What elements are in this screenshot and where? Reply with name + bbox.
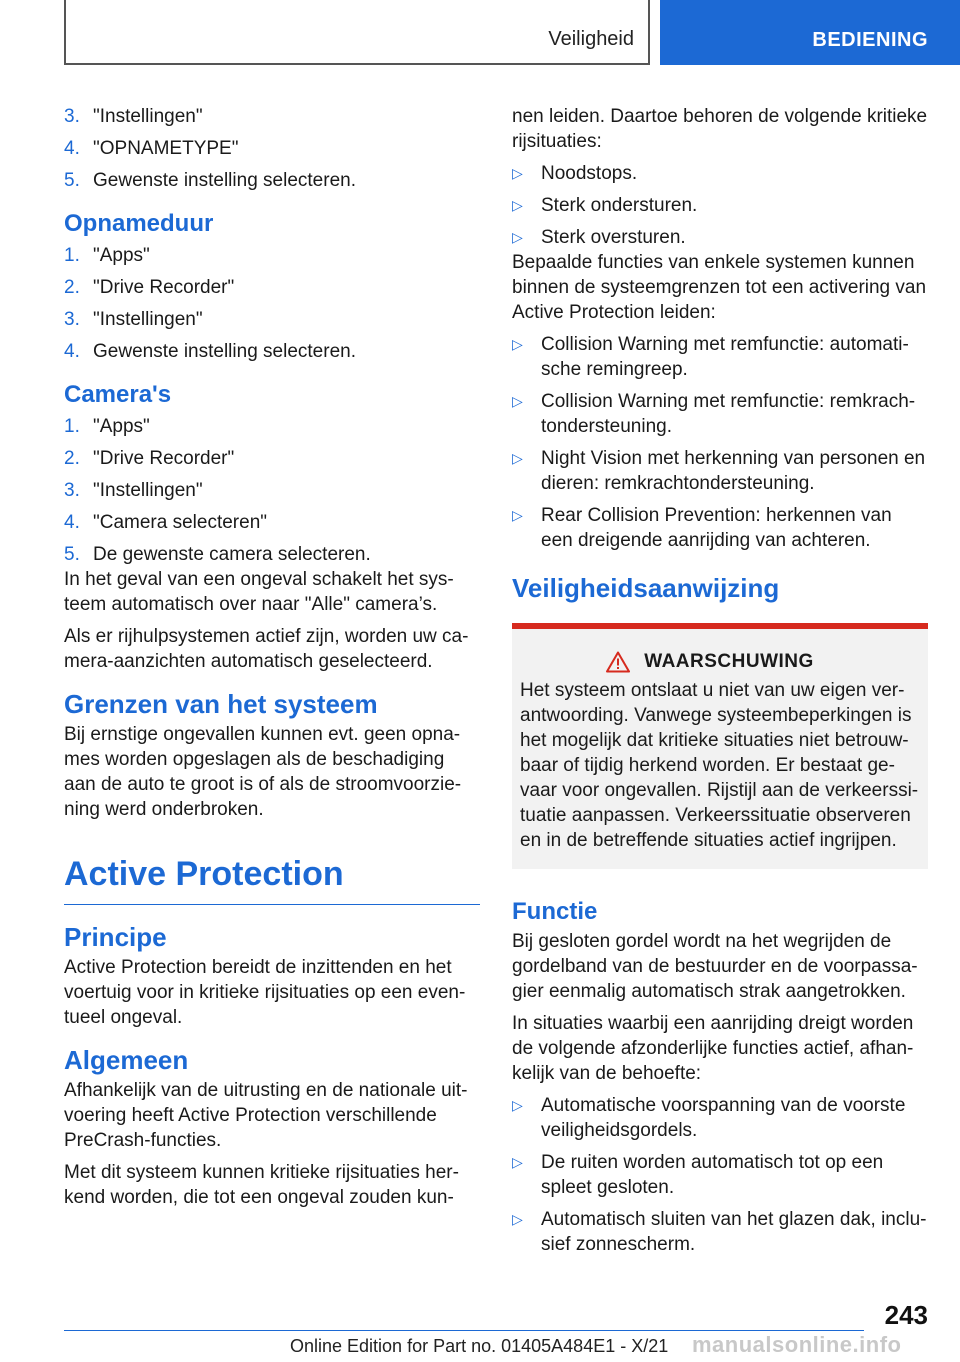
list-item: ▷ Automatische voorspanning van de voorste veiligheidsgordels. — [512, 1095, 906, 1141]
heading-active-protection: Active Protection — [64, 852, 480, 905]
list-item: ▷ Sterk ondersturen. — [512, 195, 698, 216]
measures-list — [512, 1093, 928, 1257]
steps-list-c — [64, 414, 480, 567]
paragraph-cameras-assist: Als er rijhulpsystemen actief zijn, worden uw ca-mera-aanzichten automatisch geselecteerd. — [64, 626, 469, 672]
paragraph-algemeen-2: Met dit systeem kunnen kritieke rijsituaties her-kend worden, die tot een ongeval zouden kun- — [64, 1162, 459, 1208]
triangle-bullet-icon: ▷ — [512, 507, 523, 523]
heading-veiligheidsaanwijzing: Veiligheidsaanwijzing — [512, 573, 780, 603]
steps-list-a — [64, 104, 480, 193]
warning-title: WAARSCHUWING — [644, 651, 814, 672]
left-column — [64, 104, 480, 1217]
heading-functie: Functie — [512, 898, 598, 925]
list-item: 3. "Instellingen" — [64, 106, 203, 127]
warning-text: Het systeem ontslaat u niet van uw eigen ver-antwoording. Vanwege systeembeperkingen is het mogelijk dat kritieke situaties niet betrouw-baar of tijdig herkend worden. Er bestaat ge-vaar voor ongevallen. Rijstijl aan de verkeerssi-tuatie aanpassen. Verkeerssituatie observeren en in de betreffende situaties actief ingrijpen. — [520, 680, 919, 851]
header-chapter-label: BEDIENING — [812, 29, 928, 51]
paragraph-algemeen-1: Afhankelijk van de uitrusting en de nationale uit-voering heeft Active Protection verschillende PreCrash-functies. — [64, 1080, 468, 1151]
triangle-bullet-icon: ▷ — [512, 229, 523, 245]
list-item: 1. "Apps" — [64, 416, 150, 437]
list-item: ▷ Collision Warning met remfunctie: remkrach-tondersteuning. — [512, 391, 916, 437]
header-section-tab — [64, 0, 650, 65]
page-number: 243 — [884, 1300, 928, 1330]
paragraph-cameras-accident: In het geval van een ongeval schakelt het sys-teem automatisch over naar "Alle" camera’s. — [64, 569, 454, 615]
footer-watermark: manualsonline.info — [692, 1332, 902, 1357]
list-item: ▷ Night Vision met herkenning van personen en dieren: remkrachtondersteuning. — [512, 448, 926, 494]
triangle-bullet-icon: ▷ — [512, 1211, 523, 1227]
list-item: 4. Gewenste instelling selecteren. — [64, 341, 356, 362]
warning-title-row — [520, 649, 920, 674]
header-section-label: Veiligheid — [548, 28, 634, 50]
list-item: 2. "Drive Recorder" — [64, 277, 235, 298]
list-item: ▷ Collision Warning met remfunctie: automati-sche remingreep. — [512, 334, 909, 380]
list-item: 3. "Instellingen" — [64, 309, 203, 330]
warning-triangle-icon — [606, 651, 630, 673]
list-item: 5. Gewenste instelling selecteren. — [64, 170, 356, 191]
warning-box — [512, 623, 928, 869]
triangle-bullet-icon: ▷ — [512, 1154, 523, 1170]
list-item: ▷ Noodstops. — [512, 163, 638, 184]
paragraph-grenzen: Bij ernstige ongevallen kunnen evt. geen opna-mes worden opgeslagen als de beschadiging aan de auto te groot is of als de stroomvoorzie-ning werd onderbroken. — [64, 724, 462, 820]
footer-edition: Online Edition for Part no. 01405A484E1 - X/21 — [290, 1336, 669, 1356]
triangle-bullet-icon: ▷ — [512, 393, 523, 409]
list-item: 1. "Apps" — [64, 245, 150, 266]
list-item: 3. "Instellingen" — [64, 480, 203, 501]
right-column — [512, 104, 928, 1265]
list-item: ▷ Automatisch sluiten van het glazen dak, inclu-sief zonnescherm. — [512, 1209, 927, 1255]
paragraph-continuation: nen leiden. Daartoe behoren de volgende kritieke rijsituaties: — [512, 106, 928, 152]
heading-grenzen: Grenzen van het systeem — [64, 689, 378, 719]
triangle-bullet-icon: ▷ — [512, 1097, 523, 1113]
list-item: 4. "Camera selecteren" — [64, 512, 268, 533]
situations-list — [512, 161, 928, 250]
heading-cameras: Camera's — [64, 381, 172, 408]
list-item: ▷ Rear Collision Prevention: herkennen van een dreigende aanrijding van achteren. — [512, 505, 892, 551]
steps-list-b — [64, 243, 480, 364]
triangle-bullet-icon: ▷ — [512, 165, 523, 181]
paragraph-principe: Active Protection bereidt de inzittenden en het voertuig voor in kritieke rijsituaties op een even-tueel ongeval. — [64, 957, 466, 1028]
footer-divider — [64, 1330, 864, 1331]
list-item: ▷ De ruiten worden automatisch tot op een spleet gesloten. — [512, 1152, 884, 1198]
triangle-bullet-icon: ▷ — [512, 336, 523, 352]
paragraph-functie-1: Bij gesloten gordel wordt na het wegrijden de gordelband van de bestuurder en de voorpassa-gier eenmalig automatisch strak aangetrokken. — [512, 931, 918, 1002]
list-item: ▷ Sterk oversturen. — [512, 227, 686, 248]
paragraph-functions-intro: Bepaalde functies van enkele systemen kunnen binnen de systeemgrenzen tot een activering van Active Protection leiden: — [512, 252, 927, 323]
heading-opnameduur: Opnameduur — [64, 210, 214, 237]
triangle-bullet-icon: ▷ — [512, 197, 523, 213]
list-item: 2. "Drive Recorder" — [64, 448, 235, 469]
header-chapter-tab — [660, 0, 960, 65]
paragraph-functie-2: In situaties waarbij een aanrijding dreigt worden de volgende afzonderlijke functies actief, afhan-kelijk van de behoefte: — [512, 1013, 914, 1084]
heading-principe: Principe — [64, 922, 167, 952]
list-item: 5. De gewenste camera selecteren. — [64, 544, 371, 565]
list-item: 4. "OPNAMETYPE" — [64, 138, 239, 159]
triangle-bullet-icon: ▷ — [512, 450, 523, 466]
heading-algemeen: Algemeen — [64, 1045, 189, 1075]
functions-list — [512, 332, 928, 553]
